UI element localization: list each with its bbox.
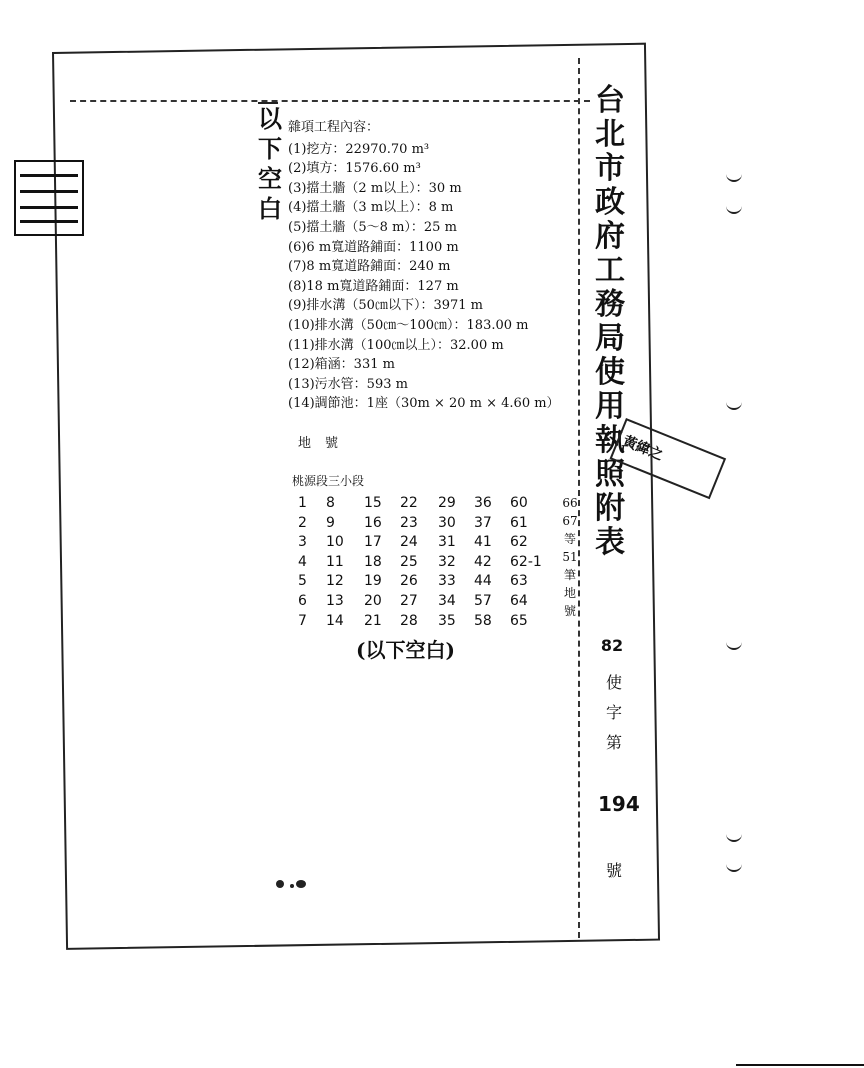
lot-column xyxy=(510,494,550,631)
works-item: (1)挖方：22970.70 m³ xyxy=(288,141,430,157)
lot-number: 21 xyxy=(364,612,382,629)
works-item: (11)排水溝（100㎝以上）：32.00 m xyxy=(288,337,504,353)
lot-number: 61 xyxy=(510,514,528,531)
permit-suffix: 號 xyxy=(605,861,622,880)
binder-clip xyxy=(14,160,84,236)
lot-number: 14 xyxy=(326,612,344,629)
title-char: 附 xyxy=(595,491,625,526)
blank-below-note: (以下空白) xyxy=(356,638,455,662)
title-char: 局 xyxy=(595,321,625,356)
lot-number: 57 xyxy=(474,592,492,609)
lot-number: 22 xyxy=(400,495,418,511)
works-item: (7)8 m寬道路鋪面：240 m xyxy=(288,259,451,275)
edge-mark xyxy=(726,400,742,410)
lot-column xyxy=(400,494,440,631)
land-section-label: 桃源段三小段 xyxy=(292,474,365,488)
lot-note-char: 67 xyxy=(562,514,578,528)
ink-speck xyxy=(296,880,306,888)
lot-number: 15 xyxy=(364,495,382,511)
works-heading: 雜項工程內容： xyxy=(288,120,380,135)
lot-count-note xyxy=(562,494,578,620)
permit-year: 82 xyxy=(600,636,624,655)
lot-number: 1 xyxy=(298,495,307,511)
title-char: 務 xyxy=(595,287,625,322)
lot-number: 19 xyxy=(364,573,382,590)
lot-column xyxy=(438,494,478,631)
side-blank-vertical-text xyxy=(258,104,282,224)
lot-number: 62 xyxy=(510,534,528,551)
permit-sequence-number: 194 xyxy=(598,792,640,816)
lot-number: 3 xyxy=(298,534,307,551)
title-char: 用 xyxy=(595,389,625,424)
permit-char: 第 xyxy=(605,733,622,752)
lot-number: 36 xyxy=(474,495,492,511)
corner-rule xyxy=(736,1064,864,1066)
lot-number: 9 xyxy=(326,514,335,531)
lot-number: 6 xyxy=(298,592,307,609)
lot-number: 13 xyxy=(326,592,344,609)
works-item: (9)排水溝（50㎝以下）：3971 m xyxy=(288,298,484,314)
works-item: (10)排水溝（50㎝～100㎝）：183.00 m xyxy=(288,317,529,333)
lot-number: 26 xyxy=(400,573,418,590)
title-char: 政 xyxy=(595,185,625,220)
title-char: 使 xyxy=(595,355,625,390)
ink-speck xyxy=(276,880,284,888)
lot-number: 7 xyxy=(298,612,307,629)
works-item: (3)擋土牆（2 m以上）：30 m xyxy=(288,180,462,196)
lot-number: 11 xyxy=(326,553,344,570)
title-char: 工 xyxy=(595,253,625,288)
lot-number: 62-1 xyxy=(510,553,542,570)
lot-number: 29 xyxy=(438,495,456,511)
title-char: 表 xyxy=(595,525,625,560)
title-char: 府 xyxy=(595,219,625,254)
lot-note-char: 筆 xyxy=(563,568,576,582)
lot-number: 24 xyxy=(400,534,418,551)
lot-number: 23 xyxy=(400,514,418,531)
edge-mark xyxy=(726,204,742,214)
title-char: 照 xyxy=(595,457,625,492)
document-title-vertical xyxy=(592,84,628,560)
lot-number: 5 xyxy=(298,573,307,590)
works-item: (13)污水管：593 m xyxy=(288,376,408,392)
title-char: 執 xyxy=(595,423,625,458)
edge-mark xyxy=(726,172,742,182)
lot-number: 2 xyxy=(298,514,307,531)
title-char: 北 xyxy=(595,117,625,152)
lot-number: 65 xyxy=(510,612,528,629)
lot-number: 37 xyxy=(474,514,492,531)
works-item: (12)箱涵：331 m xyxy=(288,357,395,373)
lot-number: 32 xyxy=(438,553,456,570)
permit-char: 字 xyxy=(605,703,622,722)
side-blank-char: 以 xyxy=(258,104,282,133)
lot-number: 8 xyxy=(326,495,335,511)
lot-number: 44 xyxy=(474,573,492,590)
side-blank-char: 下 xyxy=(258,134,282,163)
lot-note-char: 51 xyxy=(562,550,578,564)
lot-number: 35 xyxy=(438,612,456,629)
edge-mark xyxy=(726,832,742,842)
lot-number: 41 xyxy=(474,534,492,551)
works-item: (5)擋土牆（5～8 m）：25 m xyxy=(288,219,457,235)
seal-stamp: 黃緯之 xyxy=(610,418,727,499)
lot-number: 33 xyxy=(438,573,456,590)
lot-note-char: 等 xyxy=(563,532,576,546)
lot-number: 34 xyxy=(438,592,456,609)
lot-number: 60 xyxy=(510,495,528,511)
lot-number: 10 xyxy=(326,534,344,551)
side-blank-char: 白 xyxy=(258,194,282,223)
lot-number: 42 xyxy=(474,553,492,570)
lot-note-char: 號 xyxy=(563,604,576,618)
lot-number-label: 地號 xyxy=(298,436,353,451)
side-blank-char: 空 xyxy=(258,164,282,193)
top-dashed-rule xyxy=(70,100,590,102)
works-list xyxy=(288,118,588,414)
lot-number: 4 xyxy=(298,553,307,570)
works-item: (4)擋土牆（3 m以上）：8 m xyxy=(288,200,454,216)
lot-column xyxy=(364,494,404,631)
lot-number: 30 xyxy=(438,514,456,531)
lot-number: 27 xyxy=(400,592,418,609)
lot-number: 28 xyxy=(400,612,418,629)
permit-char: 使 xyxy=(605,673,622,692)
lot-number: 63 xyxy=(510,573,528,590)
lot-number: 18 xyxy=(364,553,382,570)
works-item: (6)6 m寬道路鋪面：1100 m xyxy=(288,239,459,255)
lot-number: 20 xyxy=(364,592,382,609)
edge-mark xyxy=(726,862,742,872)
lot-number: 12 xyxy=(326,573,344,590)
lot-number: 17 xyxy=(364,534,382,551)
works-item: (8)18 m寬道路鋪面：127 m xyxy=(288,278,459,294)
works-item: (14)調節池：1座（30m × 20 m × 4.60 m） xyxy=(288,396,560,412)
lot-note-char: 地 xyxy=(563,586,576,600)
lot-note-char: 66 xyxy=(562,496,578,510)
lot-number: 16 xyxy=(364,514,382,531)
lot-number: 64 xyxy=(510,592,528,609)
title-char: 市 xyxy=(595,151,625,186)
lot-number: 31 xyxy=(438,534,456,551)
title-char: 台 xyxy=(595,83,625,118)
edge-mark xyxy=(726,640,742,650)
lot-column xyxy=(326,494,366,631)
works-item: (2)填方：1576.60 m³ xyxy=(288,161,421,177)
ink-speck xyxy=(290,884,294,888)
lot-number: 25 xyxy=(400,553,418,570)
lot-column xyxy=(474,494,514,631)
lot-number: 58 xyxy=(474,612,492,629)
